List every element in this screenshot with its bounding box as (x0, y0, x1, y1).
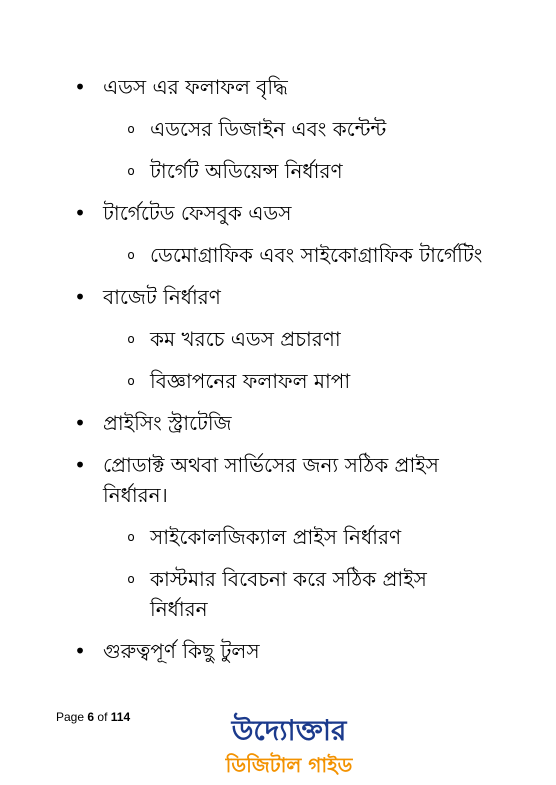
bullet-dot: • (74, 411, 86, 435)
list-item (0, 240, 483, 270)
list-item (0, 324, 480, 354)
bullet-circle: o (127, 374, 135, 388)
list-item (0, 522, 480, 552)
list-item-text: গুরুত্বপূর্ণ কিছু টুলস (103, 639, 260, 663)
list-item (0, 408, 475, 438)
list-item (0, 636, 475, 666)
of-word: of (97, 710, 108, 724)
bullet-circle: o (127, 248, 135, 262)
list-item-text: সাইকোলজিক্যাল প্রাইস নির্ধারণ (150, 525, 402, 549)
bullet-list (0, 72, 556, 666)
list-item-text: টার্গেট অডিয়েন্স নির্ধারণ (150, 159, 343, 183)
list-item (0, 366, 480, 396)
list-item (0, 156, 480, 186)
list-item (0, 450, 475, 510)
list-item-text: কম খরচে এডস প্রচারণা (150, 327, 341, 351)
bullet-dot: • (74, 453, 86, 477)
list-item (0, 282, 475, 312)
list-item-text: বিজ্ঞাপনের ফলাফল মাপা (150, 369, 351, 393)
list-item-text: বাজেট নির্ধারণ (103, 285, 221, 309)
list-item-text: কাস্টমার বিবেচনা করে সঠিক প্রাইস নির্ধারন (150, 567, 427, 621)
bullet-dot: • (74, 639, 86, 663)
bullet-circle: o (127, 332, 135, 346)
bullet-circle: o (127, 530, 135, 544)
bullet-circle: o (127, 164, 135, 178)
bullet-dot: • (74, 285, 86, 309)
bullet-circle: o (127, 122, 135, 136)
list-item-text: এডসের ডিজাইন এবং কন্টেন্ট (150, 117, 387, 141)
list-item (0, 198, 475, 228)
list-item-text: প্রোডাক্ট অথবা সার্ভিসের জন্য সঠিক প্রাইস নির্ধারন। (103, 453, 439, 507)
bullet-circle: o (127, 572, 135, 586)
current-page: 6 (87, 710, 95, 724)
brand-logo (222, 700, 356, 780)
bullet-dot: • (74, 75, 86, 99)
logo-title: উদ্যোক্তার (231, 714, 347, 747)
list-item-text: টার্গেটেড ফেসবুক এডস (103, 201, 292, 225)
total-pages: 114 (110, 710, 131, 724)
list-item (0, 114, 480, 144)
list-item-text: এডস এর ফলাফল বৃদ্ধি (103, 75, 288, 99)
list-item (0, 72, 475, 102)
page-number (56, 710, 130, 724)
list-item-text: ডেমোগ্রাফিক এবং সাইকোগ্রাফিক টার্গেটিং (150, 243, 483, 267)
bullet-dot: • (74, 201, 86, 225)
list-item (0, 564, 460, 624)
page-word: Page (56, 710, 85, 724)
list-item-text: প্রাইসিং স্ট্রাটেজি (103, 411, 232, 435)
logo-subtitle: ডিজিটাল গাইড (225, 753, 353, 777)
